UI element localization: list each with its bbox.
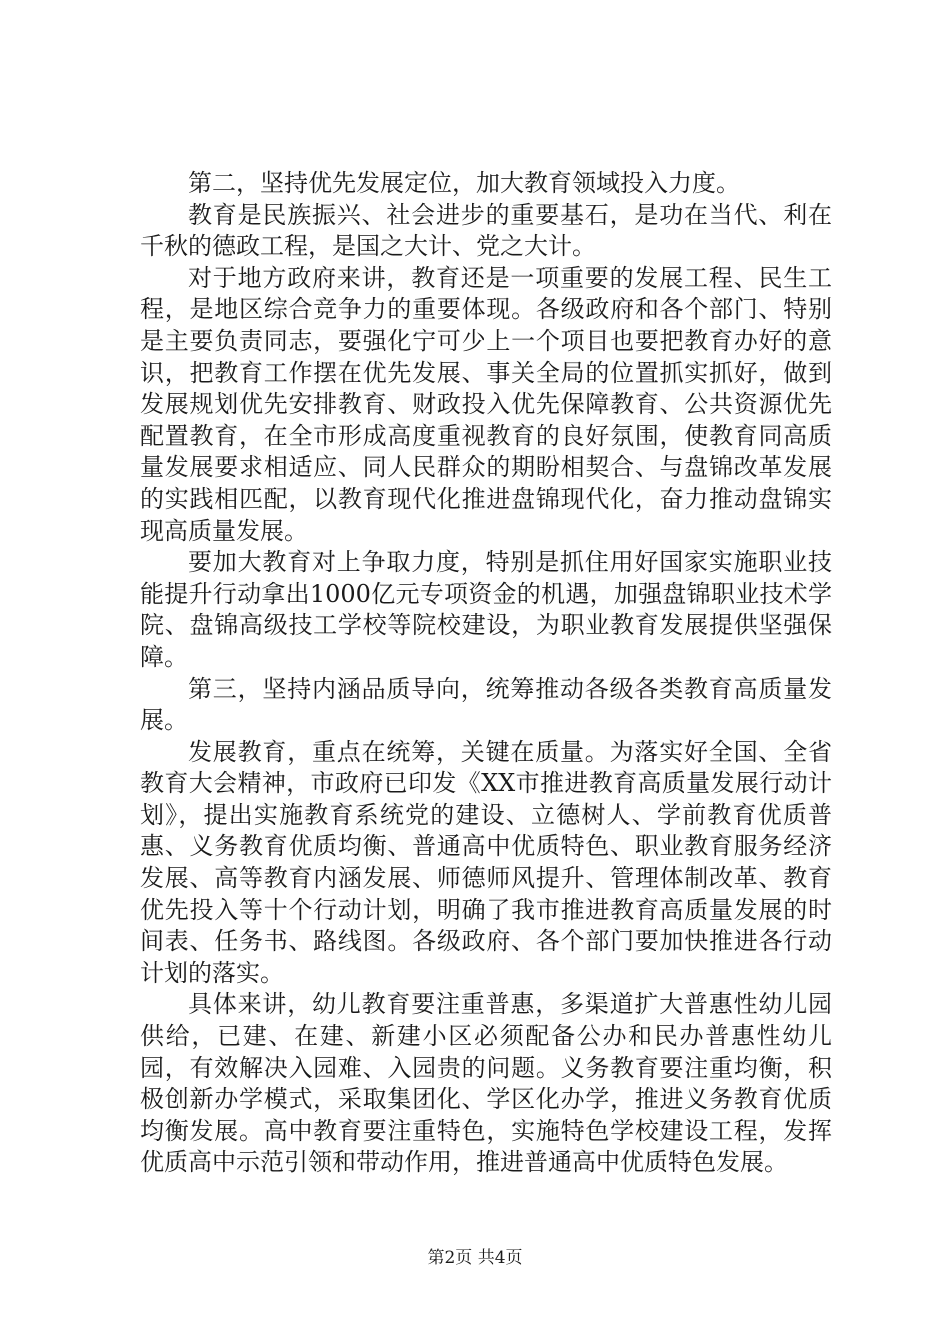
paragraph-4: 要加大教育对上争取力度，特别是抓住用好国家实施职业技能提升行动拿出1000亿元专项资金的机遇，加强盘锦职业技术学院、盘锦高级技工学校等院校建设，为职业教育发展提供坚强保障。 [140, 548, 832, 671]
document-body [140, 168, 832, 1179]
paragraph-3: 对于地方政府来讲，教育还是一项重要的发展工程、民生工程，是地区综合竞争力的重要体现。各级政府和各个部门、特别是主要负责同志，要强化宁可少上一个项目也要把教育办好的意识，把教育工作摆在优先发展、事关全局的位置抓实抓好，做到发展规划优先安排教育、财政投入优先保障教育、公共资源优先配置教育，在全市形成高度重视教育的良好氛围，使教育同高质量发展要求相适应、同人民群众的期盼相契合、与盘锦改革发展的实践相匹配，以教育现代化推进盘锦现代化，奋力推动盘锦实现高质量发展。 [140, 263, 832, 545]
paragraph-7: 具体来讲，幼儿教育要注重普惠，多渠道扩大普惠性幼儿园供给，已建、在建、新建小区必须配备公办和民办普惠性幼儿园，有效解决入园难、入园贵的问题。义务教育要注重均衡，积极创新办学模式，采取集团化、学区化办学，推进义务教育优质均衡发展。高中教育要注重特色，实施特色学校建设工程，发挥优质高中示范引领和带动作用，推进普通高中优质特色发展。 [140, 990, 832, 1177]
paragraph-1: 第二，坚持优先发展定位，加大教育领域投入力度。 [188, 169, 740, 197]
paragraph-5: 第三，坚持内涵品质导向，统筹推动各级各类教育高质量发展。 [140, 674, 832, 735]
page-footer: 第2页 共4页 [427, 1248, 523, 1268]
paragraph-6: 发展教育，重点在统筹，关键在质量。为落实好全国、全省教育大会精神，市政府已印发《XX市推进教育高质量发展行动计划》，提出实施教育系统党的建设、立德树人、学前教育优质普惠、义务教育优质均衡、普通高中优质特色、职业教育服务经济发展、高等教育内涵发展、师德师风提升、管理体制改革、教育优先投入等十个行动计划，明确了我市推进教育高质量发展的时间表、任务书、路线图。各级政府、各个部门要加快推进各行动计划的落实。 [140, 737, 832, 987]
paragraph-2: 教育是民族振兴、社会进步的重要基石，是功在当代、利在千秋的德政工程，是国之大计、党之大计。 [140, 200, 832, 261]
